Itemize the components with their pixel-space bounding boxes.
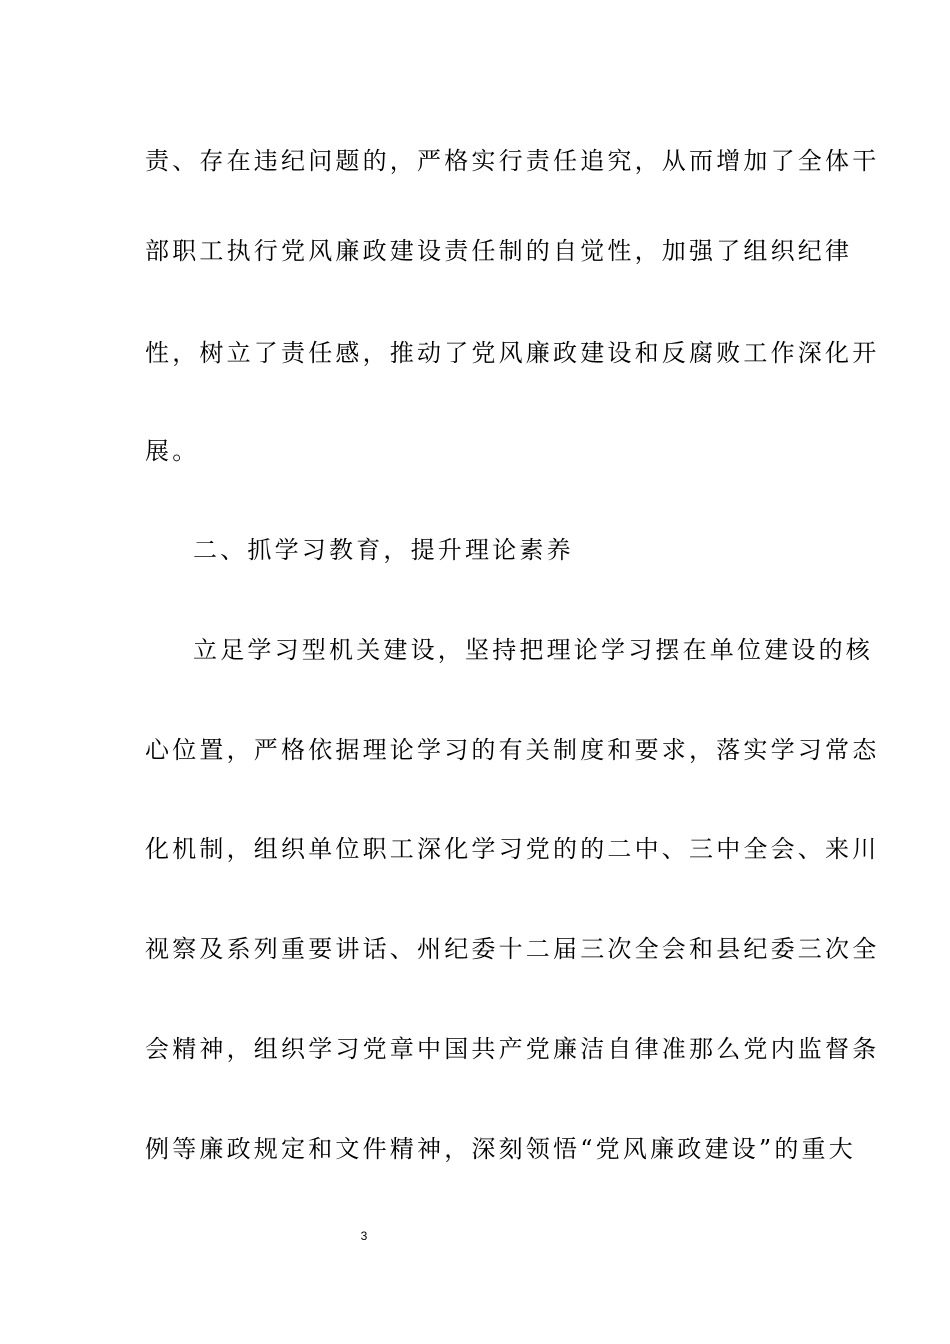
paragraph-line: 视察及系列重要讲话、州纪委十二届三次全会和县纪委三次全: [145, 935, 880, 963]
paragraph-line: 立足学习型机关建设，坚持把理论学习摆在单位建设的核: [193, 636, 873, 664]
paragraph-line: 责、存在违纪问题的，严格实行责任追究，从而增加了全体干: [145, 147, 880, 175]
paragraph-line: 性，树立了责任感，推动了党风廉政建设和反腐败工作深化开: [145, 339, 880, 367]
page-number: 3: [360, 1229, 368, 1243]
paragraph-line: 化机制，组织单位职工深化学习党的的二中、三中全会、来川: [145, 835, 880, 863]
paragraph-line: 例等廉政规定和文件精神，深刻领悟“党风廉政建设”的重大: [145, 1135, 856, 1163]
paragraph-line: 心位置，严格依据理论学习的有关制度和要求，落实学习常态: [145, 736, 880, 764]
paragraph-line: 会精神，组织学习党章中国共产党廉洁自律准那么党内监督条: [145, 1035, 880, 1063]
paragraph-line: 展。: [145, 437, 200, 465]
section-heading: 二、抓学习教育，提升理论素养: [193, 536, 574, 564]
paragraph-line: 部职工执行党风廉政建设责任制的自觉性，加强了组织纪律: [145, 237, 853, 265]
